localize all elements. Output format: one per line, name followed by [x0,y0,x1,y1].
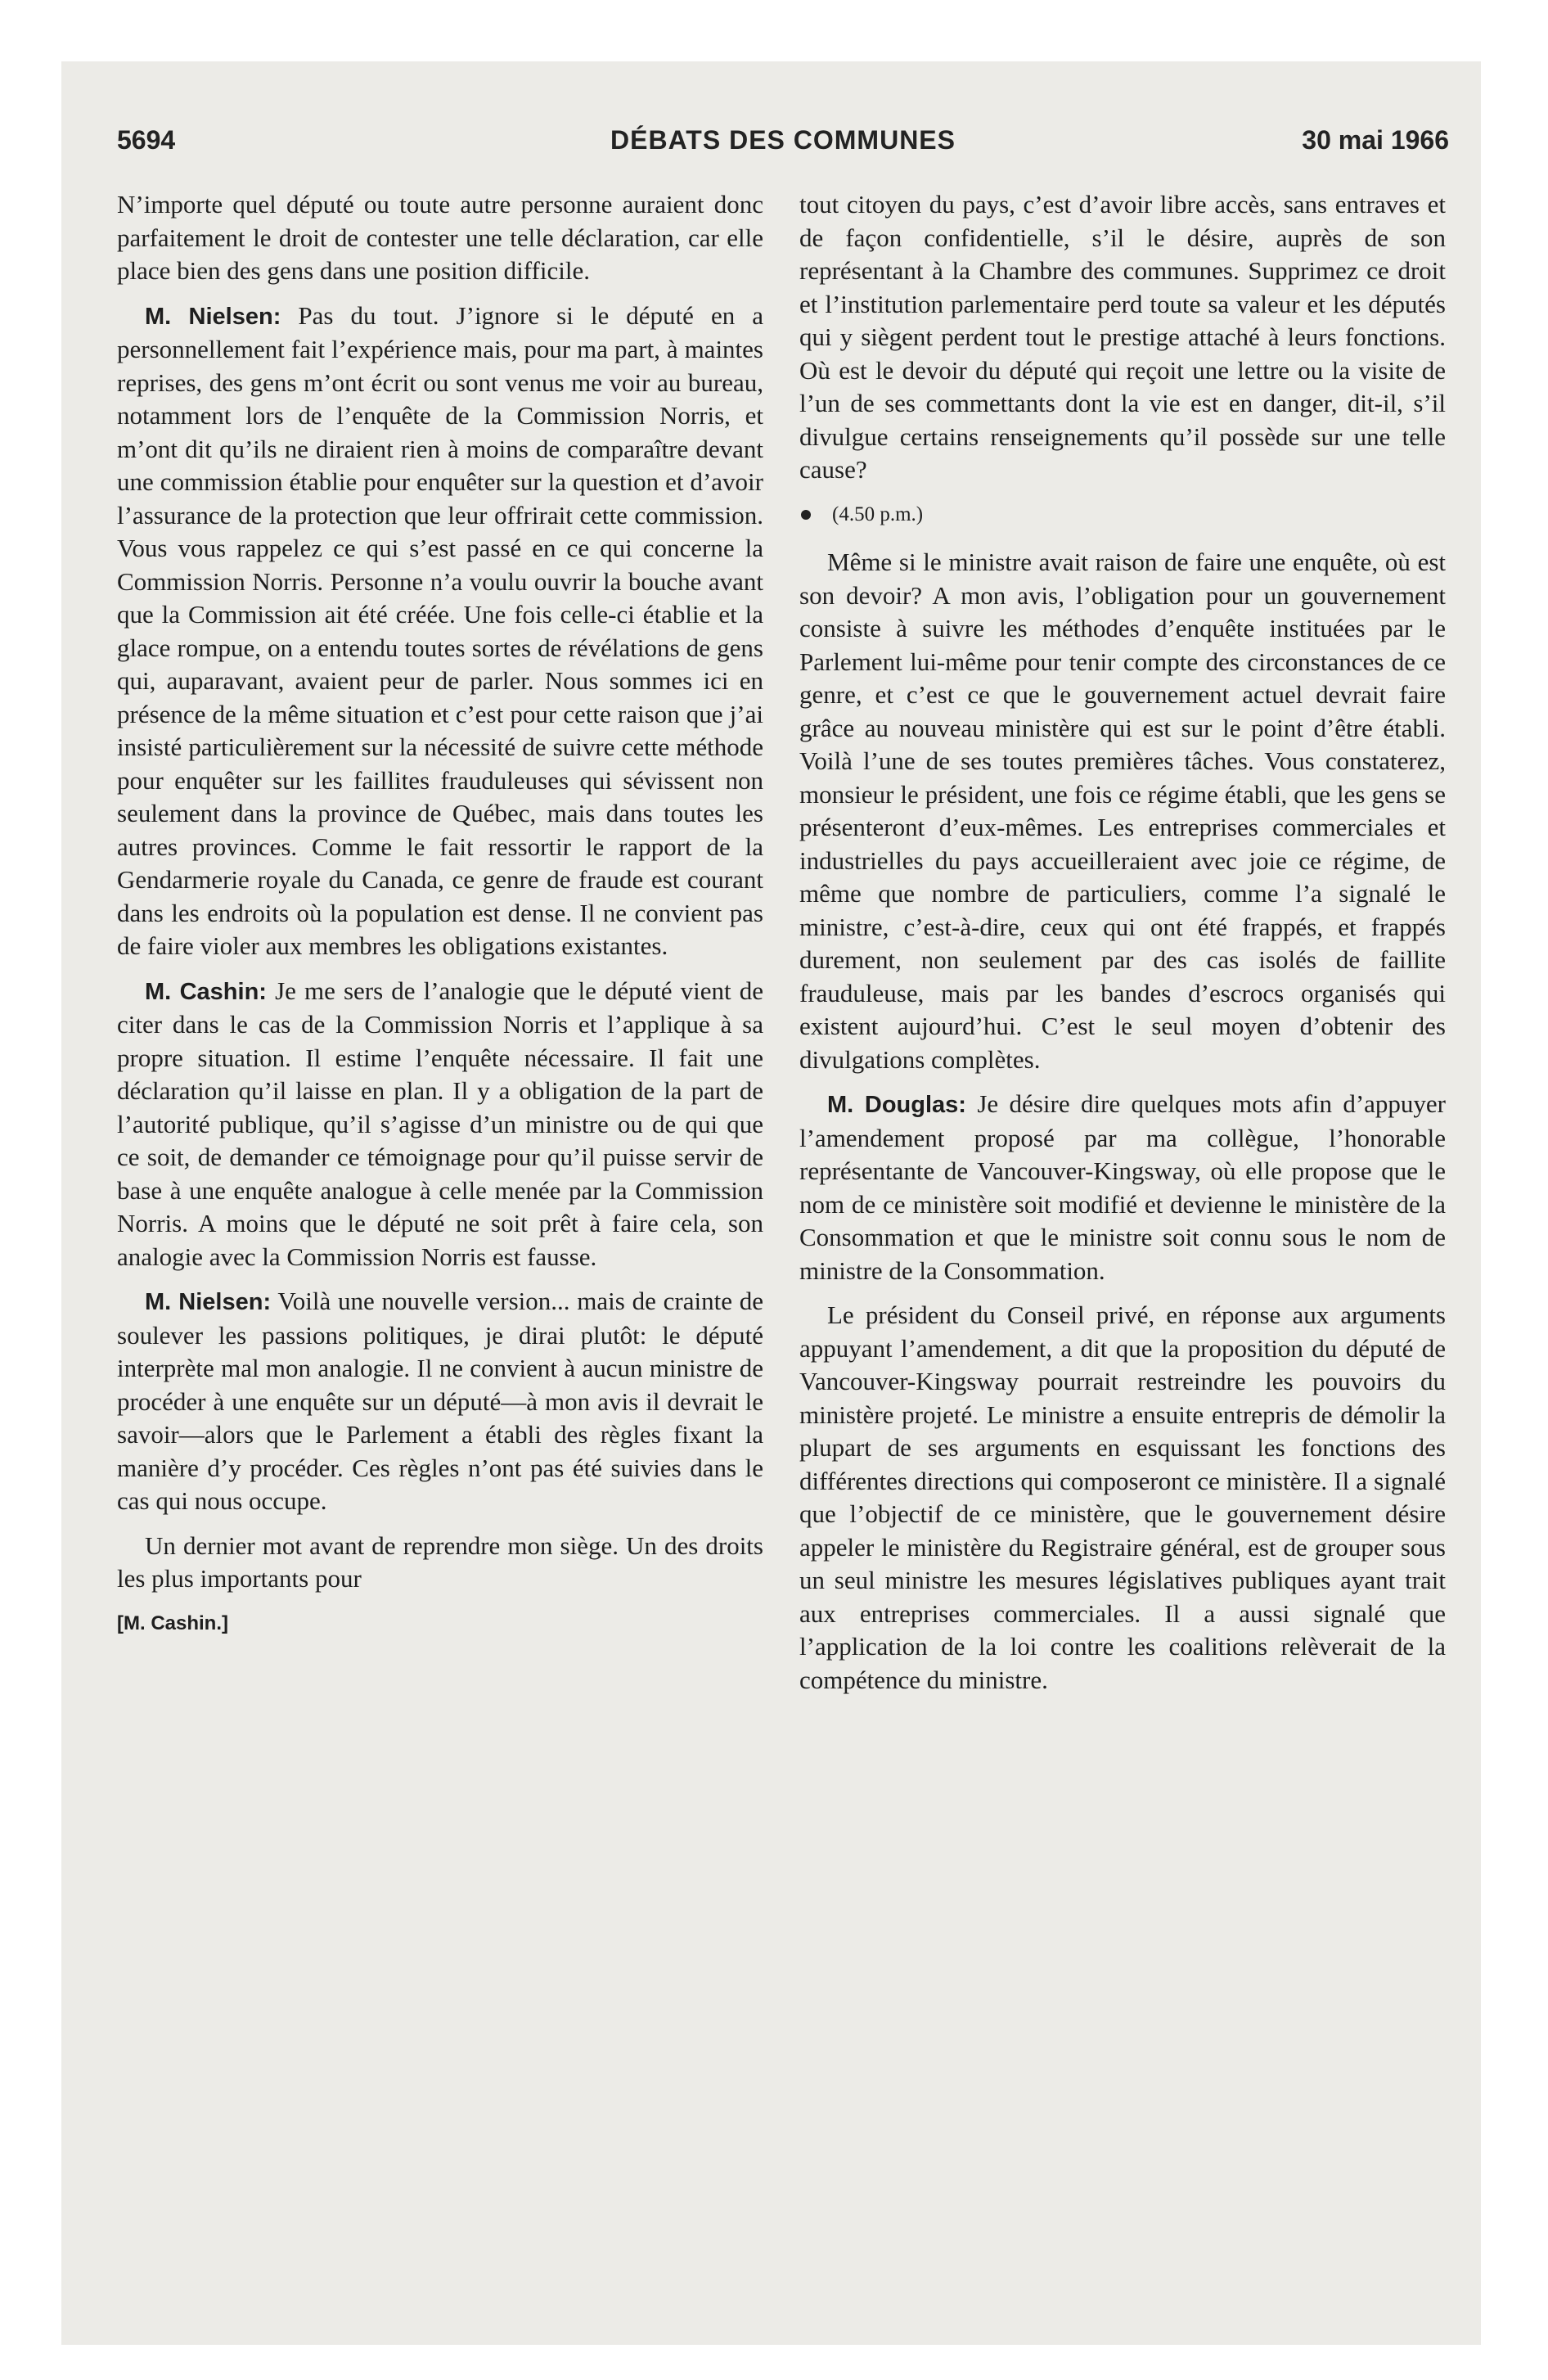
paragraph: M. Cashin: Je me sers de l’analogie que le député vient de citer dans le cas de la Commission Norris et l’applique à sa propre situation. Il estime l’enquête nécessaire. Il fait une déclaration qu’il laisse en plan. Il y a obligation de la part de l’autorité publique, qu’il s’agisse d’un ministre ou de qui que ce soit, de demander ce témoignage pour qu’il puisse servir de base à une enquête analogue à celle menée par la Commission Norris. A moins que le député ne soit prêt à faire cela, son analogie avec la Commission Norris est fausse. [117,976,763,1271]
paragraph: Le président du Conseil privé, en réponse aux arguments appuyant l’amendement, a dit que la proposition du député de Vancouver-Kingsway pourrait restreindre les pouvoirs du ministère projeté. Le ministre a ensuite entrepris de démolir la plupart de ses arguments en esquissant les fonctions des différentes directions qui composeront ce ministère. Il a signalé que l’objectif de ce ministère, que le gouvernement désire appeler le ministère du Registraire général, est de grouper sous un seul ministre les mesures législatives publiques ayant trait aux entreprises commerciales. Il a aussi signalé que l’application de la loi contre les coalitions relèverait de la compétence du ministre. [799,1300,1446,1694]
paragraph: N’importe quel député ou toute autre personne auraient donc parfaitement le droit de contester une telle déclaration, car elle place bien des gens dans une position difficile. [117,190,763,285]
time-marker [799,498,1446,532]
page-header [117,125,1449,166]
footer-note: [M. Cashin.] [117,1611,228,1634]
paragraph: Même si le ministre avait raison de faire une enquête, où est son devoir? A mon avis, l’obligation pour un gouvernement consiste à suivre les méthodes d’enquête instituées par le Parlement lui-même pour tenir compte des circonstances de ce genre, et c’est ce que le gouvernement actuel devrait faire grâce au nouveau ministère qui est sur le point d’être établi. Voilà l’une de ses toutes premières tâches. Vous constaterez, monsieur le président, une fois ce régime établi, que les gens se présenteront d’eux-mêmes. Les entreprises commerciales et industrielles du pays accueilleraient avec joie ce régime, de même que nombre de particuliers, comme l’a signalé le ministre, c’est-à-dire, ceux qui ont été frappés, et frappés durement, non seulement par des cas isolés de faillite frauduleuse, mais par les bandes d’escrocs organisés qui existent aujourd’hui. C’est le seul moyen d’obtenir des divulgations complètes. [799,548,1446,1074]
time-marker-text: (4.50 p.m.) [832,503,924,525]
paragraph: M. Nielsen: Voilà une nouvelle version... mais de crainte de soulever les passions politiques, je dirai plutôt: le député interprète mal mon analogie. Il ne convient à aucun ministre de procéder à une enquête sur un député—à mon avis il devrait le savoir—alors que le Parlement a établi des règles fixant la manière d’y procéder. Ces règles n’ont pas été suivies dans le cas qui nous occupe. [117,1287,763,1515]
page-date: 30 mai 1966 [1302,125,1449,155]
publication-title: DÉBATS DES COMMUNES [610,125,956,155]
page-number: 5694 [117,125,176,155]
page [61,61,1481,2345]
right-column [799,188,1446,1708]
paragraph: tout citoyen du pays, c’est d’avoir libre accès, sans entraves et de façon confidentielle, s’il le désire, auprès de son représentant à la Chambre des communes. Supprimez ce droit et l’institution parlementaire perd toute sa valeur et les députés qui y siègent perdent tout le prestige attaché à leurs fonctions. Où est le devoir du député qui reçoit une lettre ou la visite de l’un de ses commettants dont la vie est en danger, dit-il, s’il divulgue certains renseignements qu’il possède sur une telle cause? [799,190,1446,484]
speaker-name: M. Cashin: [145,978,267,1005]
bullet-icon [801,510,811,520]
speaker-name: M. Nielsen: [145,1289,272,1315]
paragraph: Un dernier mot avant de reprendre mon siège. Un des droits les plus importants pour [117,1530,763,1593]
speaker-name: M. Nielsen: [145,303,281,330]
paragraph: M. Nielsen: Pas du tout. J’ignore si le député en a personnellement fait l’expérience mais, pour ma part, à maintes reprises, des gens m’ont écrit ou sont venus me voir au bureau, notamment lors de l’enquête de la Commission Norris, et m’ont dit qu’ils ne diraient rien à moins de comparaître devant une commission établie pour enquêter sur la question et d’avoir l’assurance de la protection que leur offrirait cette commission. Vous vous rappelez ce qui s’est passé en ce qui concerne la Commission Norris. Personne n’a voulu ouvrir la bouche avant que la Commission ait été créée. Une fois celle-ci établie et la glace rompue, on a entendu toutes sortes de révélations de gens qui, auparavant, avaient peur de parler. Nous sommes ici en présence de la même situation et c’est pour cette raison que j’ai insisté particulièrement sur la nécessité de suivre cette méthode pour enquêter sur les faillites frauduleuses qui sévissent non seulement dans la province de Québec, mais dans toutes les autres provinces. Comme le fait ressortir le rapport de la Gendarmerie royale du Canada, ce genre de fraude est courant dans les endroits où la population est dense. Il ne convient pas de faire violer aux membres les obligations existantes. [117,300,764,960]
left-column [117,188,763,1640]
speaker-name: M. Douglas: [827,1092,966,1118]
paragraph: M. Douglas: Je désire dire quelques mots afin d’appuyer l’amendement proposé par ma collègue, l’honorable représentante de Vancouver-Kingsway, où elle propose que le nom de ce ministère soit modifié et devienne le ministère de la Consommation et que le ministre soit connu sous le nom de ministre de la Consommation. [799,1089,1447,1285]
